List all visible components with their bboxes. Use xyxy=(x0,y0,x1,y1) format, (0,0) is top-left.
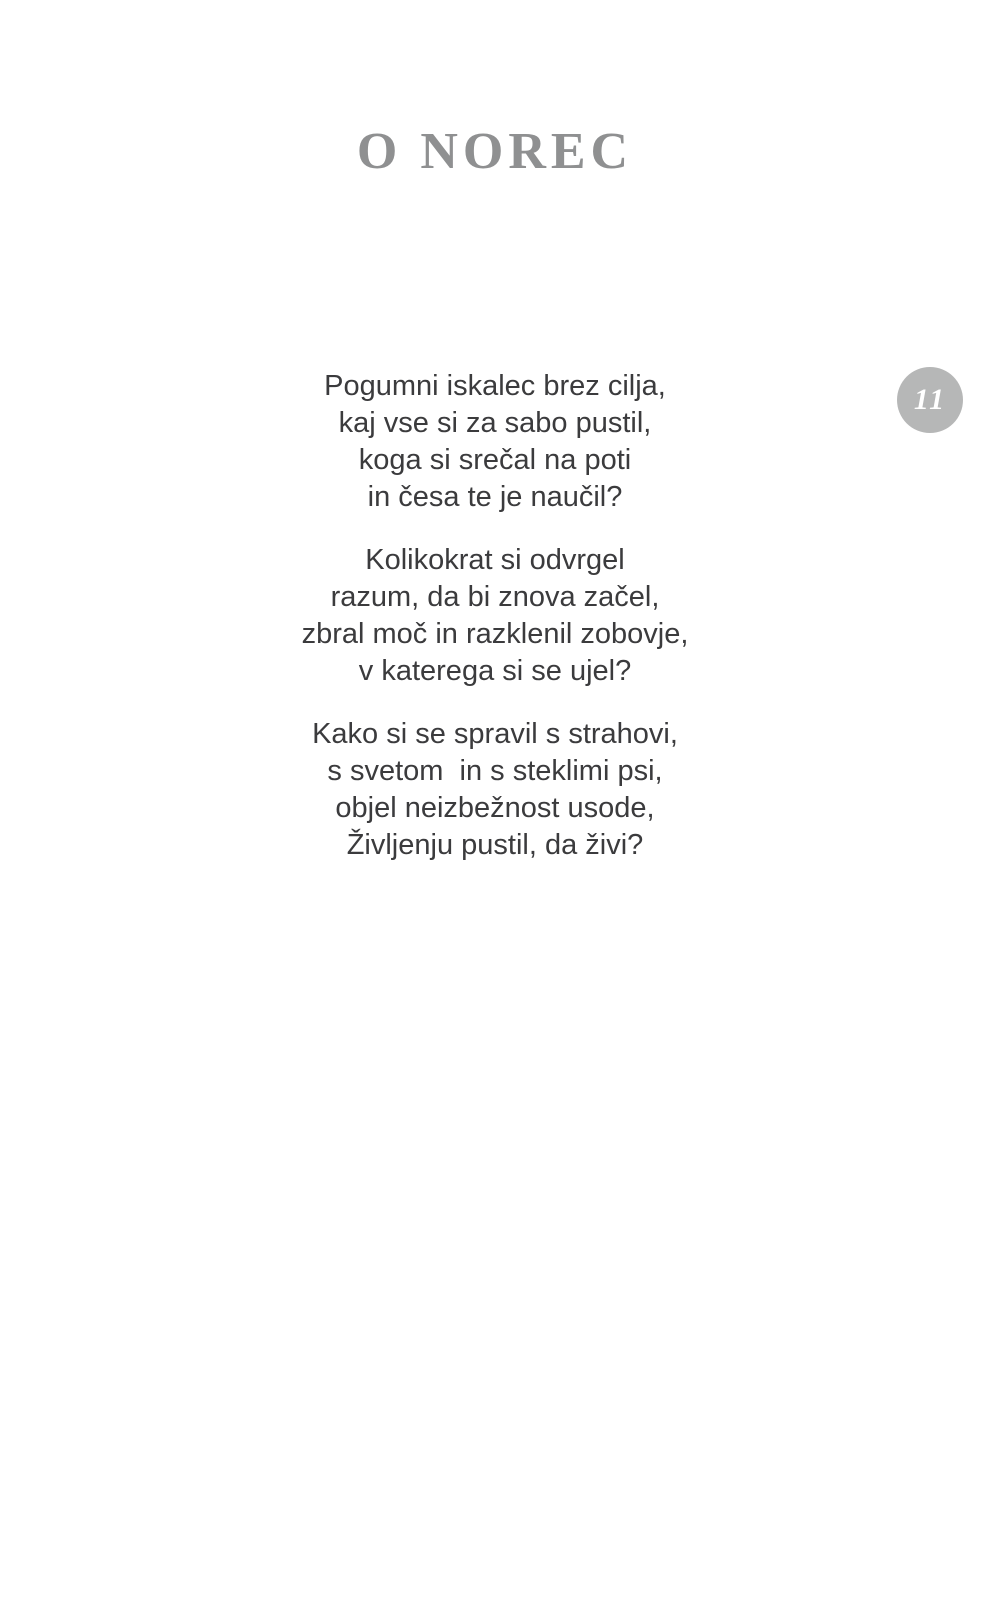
poem-line: koga si srečal na poti xyxy=(358,444,632,476)
poem-line: Kolikokrat si odvrgel xyxy=(365,544,625,576)
poem-line: Pogumni iskalec brez cilja, xyxy=(324,370,666,402)
poem-line: razum, da bi znova začel, xyxy=(330,581,660,613)
poem-line: s svetom in s steklimi psi, xyxy=(327,755,663,787)
page-number: 11 xyxy=(913,383,947,416)
poem-line: Kako si se spravil s strahovi, xyxy=(312,718,678,750)
stanza-3 xyxy=(0,716,990,864)
poem-line: v katerega si se ujel? xyxy=(358,655,632,687)
poem-line: kaj vse si za sabo pustil, xyxy=(338,407,652,439)
stanza-1 xyxy=(0,368,990,516)
poem xyxy=(0,368,990,890)
poem-line: Življenju pustil, da živi? xyxy=(346,829,644,861)
poem-line: objel neizbežnost usode, xyxy=(335,792,655,824)
stanza-2 xyxy=(0,542,990,690)
page-title: O NOREC xyxy=(356,123,634,180)
poem-line: zbral moč in razklenil zobovje, xyxy=(301,618,689,650)
poem-line: in česa te je naučil? xyxy=(367,481,623,513)
